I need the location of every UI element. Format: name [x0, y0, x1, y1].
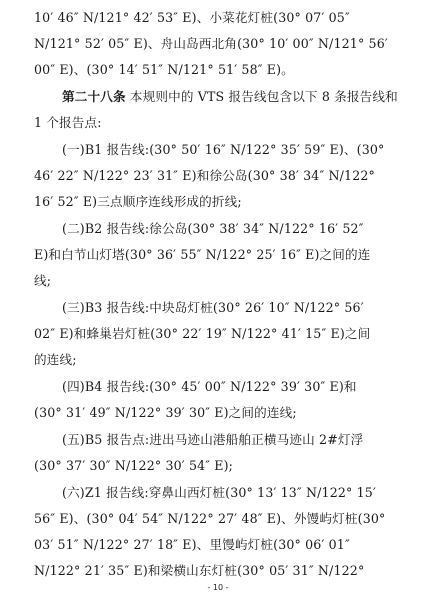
b1-line-2: 46′ 22″ N/122° 23′ 31″ E)和徐公岛(30° 38′ 34″ N/122° [34, 168, 375, 183]
b3-line-3: 的连线; [34, 352, 77, 367]
b2-line-1: (二)B2 报告线:徐公岛(30° 38′ 34″ N/122° 16′ 52″ [62, 221, 364, 236]
b5-line-2: (30° 37′ 30″ N/122° 30′ 54″ E); [34, 458, 234, 473]
b2-line-3: 线; [34, 273, 52, 288]
z1-line-4: N/122° 21′ 35″ E)和梁横山东灯桩(30° 05′ 31″ N/122° [34, 563, 365, 578]
b3-line-1: (三)B3 报告线:中块岛灯桩(30° 26′ 10″ N/122° 56′ [62, 300, 364, 315]
text-line-3: 00″ E)、(30° 14′ 51″ N/121° 51′ 58″ E)。 [34, 62, 294, 77]
article-intro: 本规则中的 VTS 报告线包含以下 8 条报告线和 [129, 89, 398, 104]
b3-line-2: 02″ E)和蜂巢岩灯桩(30° 22′ 19″ N/122° 41′ 15″ E)之间 [34, 326, 371, 341]
page-number: - 10 - [207, 583, 229, 592]
b5-line-1: (五)B5 报告点:进出马迹山港船舶正横马迹山 2#灯浮 [62, 432, 364, 447]
b1-line-3: 16′ 52″ E)三点顺序连线形成的折线; [34, 194, 242, 209]
b4-line-2: (30° 31′ 49″ N/122° 39′ 30″ E)之间的连线; [34, 405, 297, 420]
text-line-2: N/121° 52′ 05″ E)、舟山岛西北角(30° 10′ 00″ N/121° 56′ [34, 36, 388, 51]
z1-line-2: 56″ E)、(30° 04′ 54″ N/122° 27′ 48″ E)、外馒屿灯桩(30° [34, 511, 386, 526]
text-line-5: 1 个报告点: [34, 115, 102, 130]
b4-line-1: (四)B4 报告线:(30° 45′ 00″ N/122° 39′ 30″ E)和 [62, 379, 357, 394]
b2-line-2: E)和白节山灯塔(30° 36′ 55″ N/122° 25′ 16″ E)之间的连 [34, 247, 371, 262]
z1-line-3: 03′ 51″ N/122° 27′ 18″ E)、里馒屿灯桩(30° 06′ 01″ [34, 537, 350, 552]
article-heading: 第二十八条 [62, 89, 126, 104]
article-line [62, 84, 414, 110]
text-line-1: 10′ 46″ N/121° 42′ 53″ E)、小菜花灯桩(30° 07′ 05″ [34, 10, 350, 25]
b1-line-1: (一)B1 报告线:(30° 50′ 16″ N/122° 35′ 59″ E)、(30° [62, 142, 385, 157]
z1-line-1: (六)Z1 报告线:穿鼻山西灯桩(30° 13′ 13″ N/122° 15′ [62, 485, 376, 500]
